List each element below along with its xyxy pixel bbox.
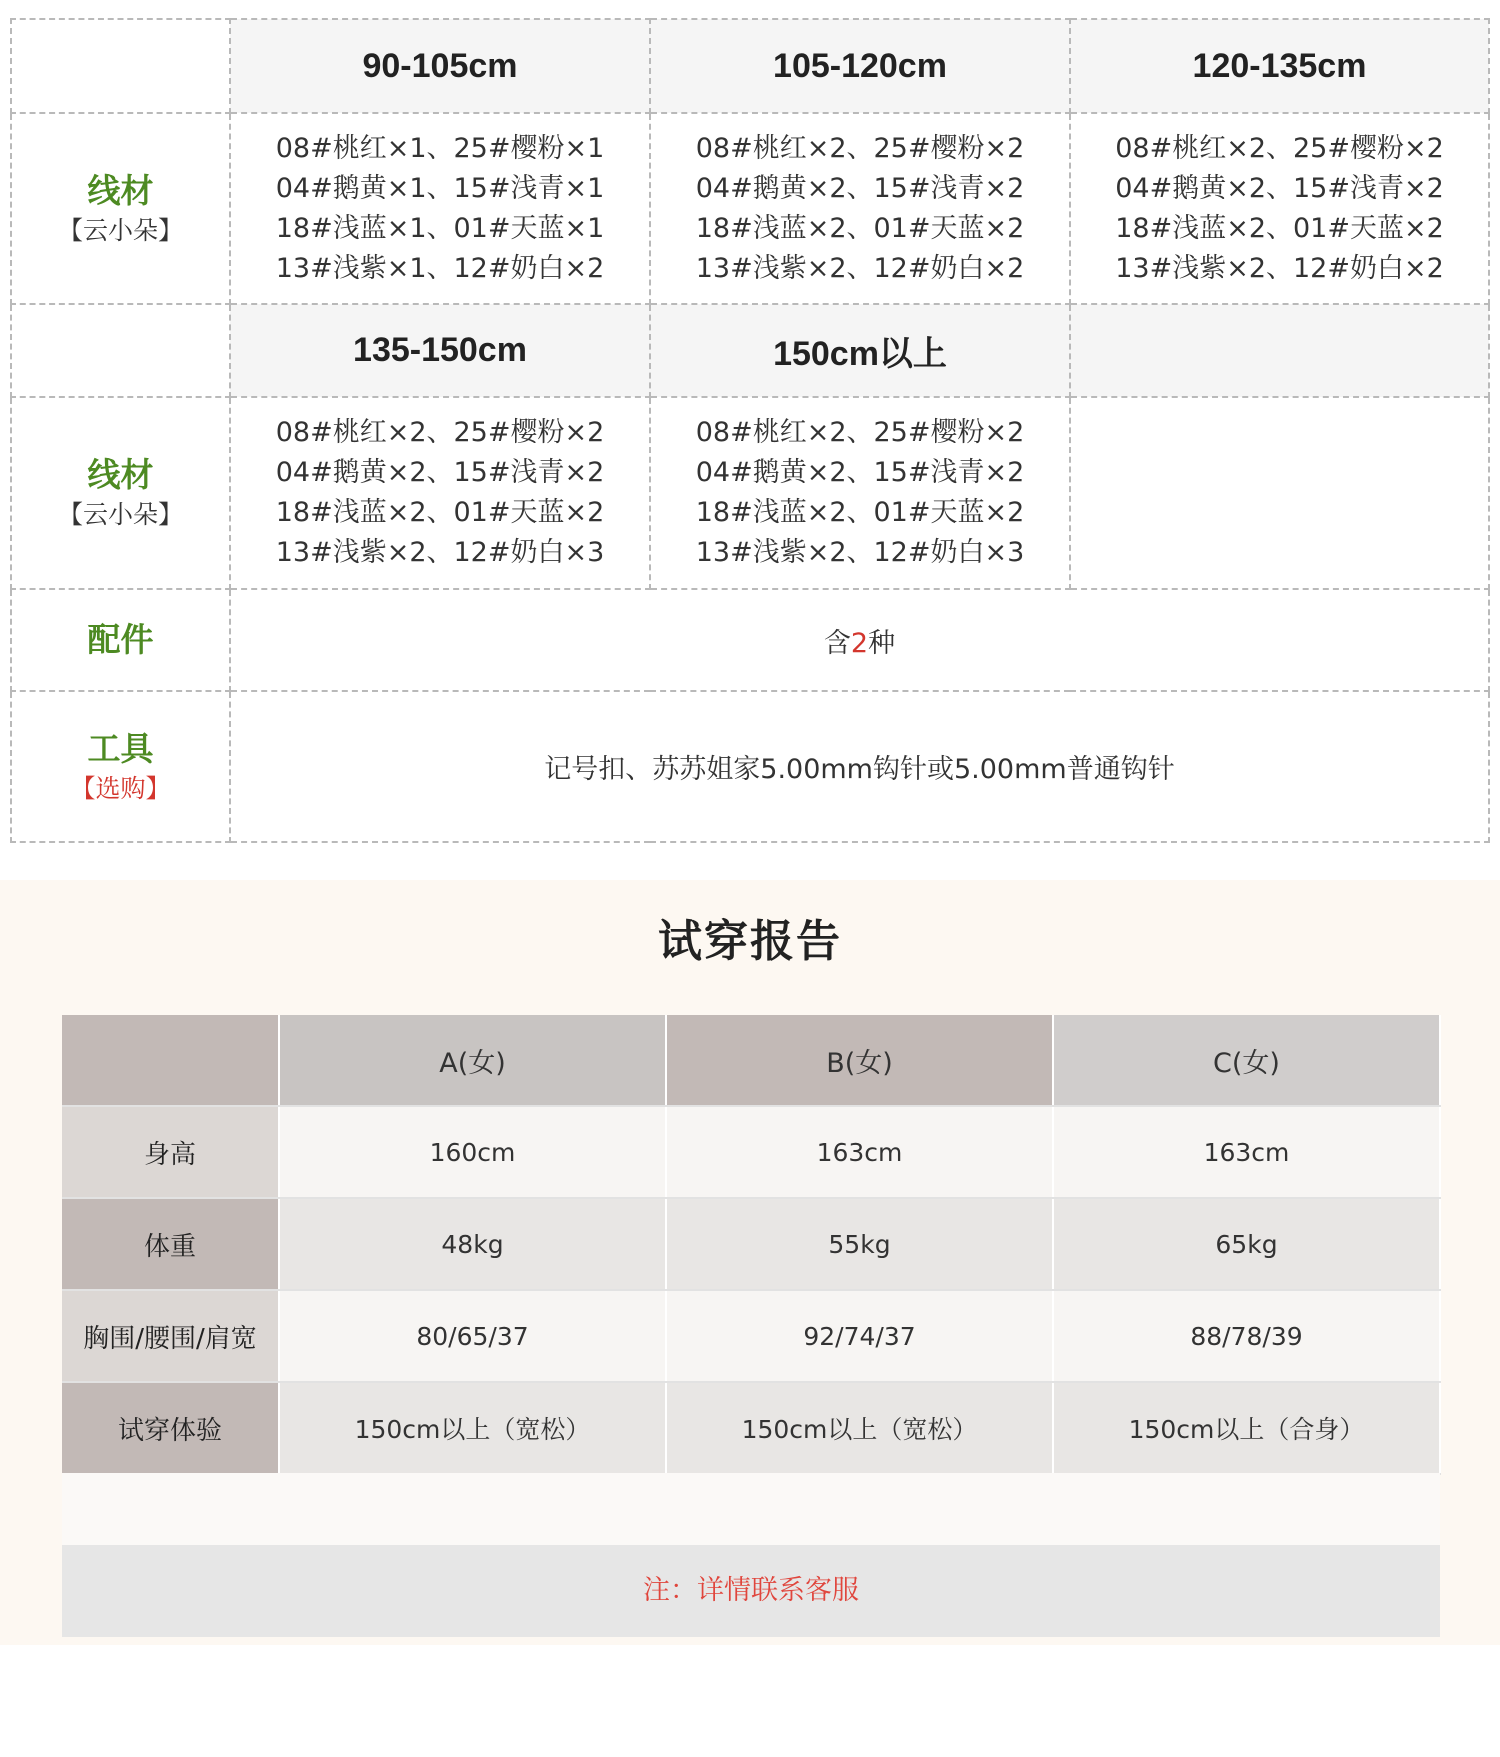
report-column-header: B(女) (666, 1015, 1053, 1106)
tools-row (11, 691, 1489, 842)
yarn-line: 08#桃红×2、25#樱粉×2 (695, 417, 1025, 448)
report-cell: 150cm以上（合身） (1053, 1382, 1440, 1474)
yarn-line: 04#鹅黄×2、15#浅青×2 (695, 172, 1025, 204)
size-header: 120-135cm (1070, 19, 1489, 113)
accessory-suffix: 种 (868, 627, 896, 659)
empty-yarn-cell (1070, 397, 1489, 589)
yarn-line: 08#桃红×2、25#樱粉×2 (695, 132, 1025, 164)
yarn-line: 04#鹅黄×2、15#浅青×2 (695, 457, 1025, 488)
yarn-line: 13#浅紫×1、12#奶白×2 (275, 252, 605, 284)
yarn-row (11, 113, 1489, 304)
yarn-line: 13#浅紫×2、12#奶白×3 (695, 537, 1025, 568)
yarn-line: 18#浅蓝×2、01#天蓝×2 (275, 497, 605, 528)
yarn-line: 04#鹅黄×2、15#浅青×2 (275, 457, 605, 488)
tools-cell: 记号扣、苏苏姐家5.00mm钩针或5.00mm普通钩针 (230, 691, 1489, 842)
size-header: 105-120cm (650, 19, 1070, 113)
tools-sublabel: 【选购】 (70, 773, 171, 803)
report-row-label: 身高 (62, 1106, 279, 1198)
yarn-line: 18#浅蓝×1、01#天蓝×1 (275, 212, 605, 244)
yarn-sublabel: 【云小朵】 (57, 500, 183, 529)
empty-header-cell (1070, 304, 1489, 397)
accessory-prefix: 含 (823, 627, 851, 659)
empty-corner-cell (11, 19, 230, 113)
report-cell: 48kg (279, 1198, 666, 1290)
yarn-line: 13#浅紫×2、12#奶白×2 (1115, 252, 1444, 284)
report-row (62, 1382, 1440, 1474)
report-row-label: 体重 (62, 1198, 279, 1290)
yarn-cell (650, 113, 1070, 304)
accessory-label-cell (11, 589, 230, 691)
report-note: 注：详情联系客服 (62, 1545, 1440, 1637)
accessory-count: 2 (850, 627, 869, 659)
yarn-label-cell (11, 113, 230, 304)
report-column-header: A(女) (279, 1015, 666, 1106)
size-header-row (11, 19, 1489, 113)
accessory-label: 配件 (87, 620, 154, 659)
yarn-cell (230, 113, 650, 304)
empty-corner-cell (11, 304, 230, 397)
yarn-sublabel: 【云小朵】 (57, 215, 183, 245)
yarn-cell (1070, 113, 1489, 304)
report-corner-cell (62, 1015, 279, 1106)
yarn-label: 线材 (87, 455, 154, 494)
yarn-line: 08#桃红×1、25#樱粉×1 (275, 132, 605, 164)
yarn-line: 04#鹅黄×1、15#浅青×1 (275, 172, 605, 204)
report-column-header: C(女) (1053, 1015, 1440, 1106)
report-cell: 65kg (1053, 1198, 1440, 1290)
yarn-line: 04#鹅黄×2、15#浅青×2 (1115, 172, 1444, 204)
report-row-label: 试穿体验 (62, 1382, 279, 1474)
report-cell: 150cm以上（宽松） (279, 1382, 666, 1474)
report-cell: 80/65/37 (279, 1290, 666, 1382)
size-header: 150cm以上 (650, 304, 1070, 397)
accessory-row (11, 589, 1489, 691)
yarn-label-cell (11, 397, 230, 589)
yarn-line: 08#桃红×2、25#樱粉×2 (275, 417, 605, 448)
report-cell: 163cm (666, 1106, 1053, 1198)
yarn-label: 线材 (87, 170, 154, 210)
yarn-line: 18#浅蓝×2、01#天蓝×2 (695, 212, 1025, 244)
report-table (62, 1015, 1441, 1475)
tools-label: 工具 (87, 728, 154, 768)
tools-label-cell (11, 691, 230, 842)
report-title: 试穿报告 (658, 916, 842, 967)
yarn-line: 18#浅蓝×2、01#天蓝×2 (1115, 212, 1444, 244)
size-header-row (11, 304, 1489, 397)
report-row-label: 胸围/腰围/肩宽 (62, 1290, 279, 1382)
yarn-line: 13#浅紫×2、12#奶白×3 (275, 537, 605, 568)
report-row (62, 1290, 1440, 1382)
report-spacer (62, 1473, 1440, 1545)
yarn-cell (650, 397, 1070, 589)
report-cell: 163cm (1053, 1106, 1440, 1198)
yarn-line: 13#浅紫×2、12#奶白×2 (695, 252, 1025, 284)
size-header: 90-105cm (230, 19, 650, 113)
size-header: 135-150cm (230, 304, 650, 397)
report-cell: 150cm以上（宽松） (666, 1382, 1053, 1474)
report-cell: 55kg (666, 1198, 1053, 1290)
report-row (62, 1106, 1440, 1198)
report-cell: 88/78/39 (1053, 1290, 1440, 1382)
yarn-line: 08#桃红×2、25#樱粉×2 (1115, 132, 1444, 164)
yarn-row (11, 397, 1489, 589)
report-cell: 92/74/37 (666, 1290, 1053, 1382)
accessory-cell (230, 589, 1489, 691)
report-row (62, 1198, 1440, 1290)
report-cell: 160cm (279, 1106, 666, 1198)
yarn-line: 18#浅蓝×2、01#天蓝×2 (695, 497, 1025, 528)
report-header-row (62, 1015, 1440, 1106)
yarn-cell (230, 397, 650, 589)
materials-table (10, 18, 1490, 843)
